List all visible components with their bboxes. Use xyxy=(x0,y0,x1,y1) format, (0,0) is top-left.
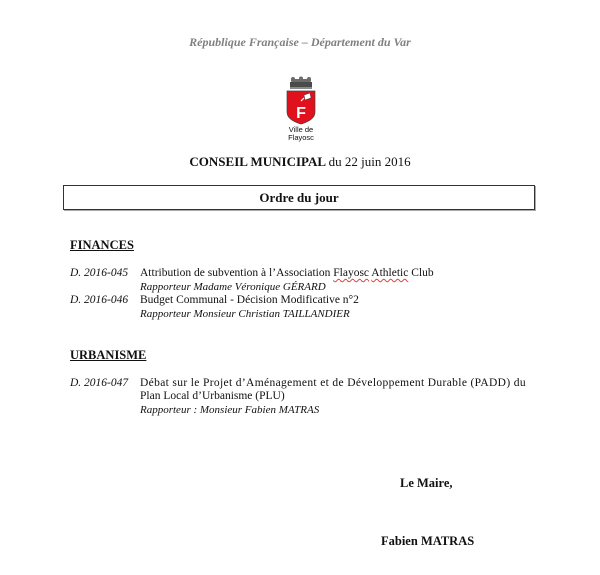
item-text: Budget Communal - Décision Modificative n°2 xyxy=(140,294,359,306)
signature-last-name: MATRAS xyxy=(420,534,475,548)
signature-role: Le Maire, xyxy=(400,476,453,490)
meeting-date-prefix: du xyxy=(328,154,342,169)
item-rapporteur: Rapporteur Monsieur Christian TAILLANDIER xyxy=(140,308,350,320)
item-text-flagged: Athletic xyxy=(371,267,409,279)
item-code: D. 2016-046 xyxy=(70,294,129,306)
meeting-title-main: CONSEIL MUNICIPAL xyxy=(189,154,326,169)
logo-caption-line2: Flayosc xyxy=(288,133,314,142)
signature-name xyxy=(381,534,474,549)
city-logo xyxy=(272,76,330,156)
coat-of-arms-icon xyxy=(272,76,330,126)
item-code: D. 2016-047 xyxy=(70,377,129,389)
item-text-flagged: Flayosc xyxy=(333,267,370,279)
item-text: Débat sur le Projet d’Aménagement et de Développement Durable (PADD) du xyxy=(140,377,526,389)
logo-caption-line1: Ville de xyxy=(288,125,314,134)
item-rapporteur: Rapporteur : Monsieur Fabien MATRAS xyxy=(140,404,320,416)
signature-first-name: Fabien xyxy=(381,534,418,548)
agenda-box: Ordre du jour xyxy=(63,185,535,210)
logo-letter: F xyxy=(296,105,306,122)
item-text xyxy=(140,267,434,279)
header-republique: République Française – Département du Var xyxy=(189,35,411,49)
item-rapporteur: Rapporteur Madame Véronique GÉRARD xyxy=(140,281,326,293)
meeting-title xyxy=(0,154,600,170)
item-code: D. 2016-045 xyxy=(70,267,129,279)
section-title-urbanisme: URBANISME xyxy=(70,348,147,362)
crown-icon xyxy=(290,77,312,90)
item-text-continued: Plan Local d’Urbanisme (PLU) xyxy=(140,390,285,402)
meeting-date: 22 juin 2016 xyxy=(344,154,411,169)
logo-caption xyxy=(272,126,330,142)
item-text-part: Club xyxy=(408,267,434,279)
section-title-finances: FINANCES xyxy=(70,238,134,252)
item-text-part: Attribution de subvention à l’Association xyxy=(140,267,334,279)
